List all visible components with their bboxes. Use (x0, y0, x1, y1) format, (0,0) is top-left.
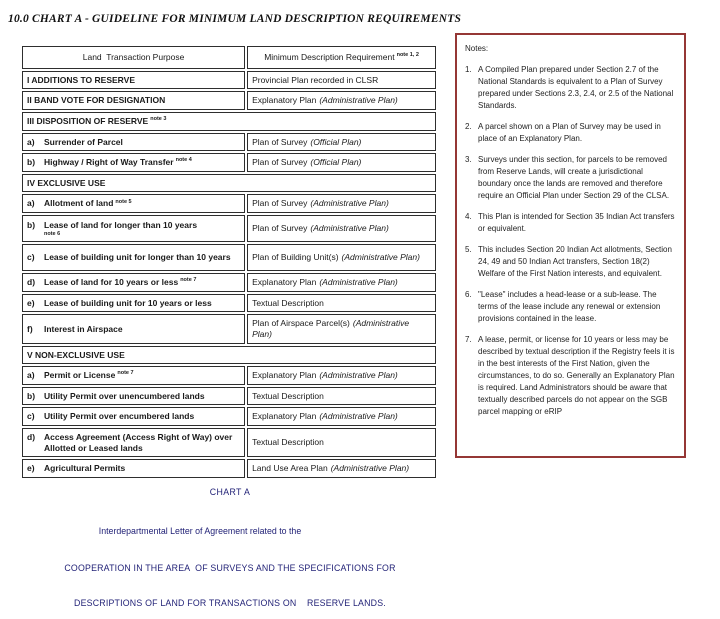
note-item-6 (465, 289, 675, 325)
requirement-cell (247, 387, 436, 406)
note-text: Surveys under this section, for parcels to be removed from Reserve Lands, will create a jurisdictional boundary once the lands are removed and therefore require an Official Plan under Section 29 of the CLSA. (478, 155, 670, 200)
purpose-text: Surrender of Parcel (44, 136, 123, 147)
table-section-row (22, 112, 436, 131)
purpose-label: Permit or License (44, 370, 116, 381)
row-letter: a) (27, 370, 35, 381)
table-row (22, 294, 436, 313)
purpose-text: Interest in Airspace (44, 323, 123, 334)
purpose-cell (22, 153, 245, 172)
note-text: "Lease" includes a head-lease or a sub-lease. The terms of the lease include any renewal or extension provisions contained in the lease. (478, 290, 661, 323)
note-item-7 (465, 334, 675, 418)
requirement-plan-type: (Administrative Plan) (319, 277, 398, 287)
purpose-cell (22, 387, 245, 406)
table-row (22, 71, 436, 90)
requirement-plan-type: (Administrative Plan) (319, 95, 398, 106)
note-text: A parcel shown on a Plan of Survey may be used in place of an Explanatory Plan. (478, 122, 661, 143)
row-letter: d) (27, 432, 36, 442)
purpose-cell: II BAND VOTE FOR DESIGNATION (22, 91, 245, 110)
requirement-text: Provincial Plan recorded in CLSR (252, 74, 379, 85)
row-letter: c) (27, 411, 35, 422)
requirement-text: Land Use Area Plan (252, 463, 328, 474)
column-header-requirement-label: Minimum Description Requirement (264, 52, 395, 62)
purpose-label: Lease of land for longer than 10 years (44, 219, 198, 230)
requirement-cell (247, 314, 436, 343)
row-letter: b) (27, 219, 36, 230)
purpose-text: Lease of building unit for 10 years or less (44, 297, 212, 308)
purpose-text: Access Agreement (Access Right of Way) over Allotted or Leased lands (44, 432, 233, 453)
requirement-text: Plan of Survey (252, 136, 308, 147)
purpose-label: Allotment of land (44, 198, 114, 209)
section-title: IV EXCLUSIVE USE (27, 177, 106, 188)
table-row (22, 407, 436, 426)
table-header-row (22, 46, 436, 69)
requirement-plan-type: (Official Plan) (310, 157, 362, 168)
table-row (22, 244, 436, 271)
purpose-cell (22, 244, 245, 271)
table-row (22, 366, 436, 385)
section-header-cell (22, 174, 436, 193)
requirement-text: Textual Description (252, 390, 324, 401)
table-row (22, 133, 436, 152)
note-text: This Plan is intended for Section 35 Indian Act transfers or equivalent. (478, 212, 675, 233)
table-section-row (22, 174, 436, 193)
column-header-requirement (247, 46, 436, 69)
requirement-text: Plan of Building Unit(s) (252, 252, 339, 263)
row-letter: a) (27, 136, 35, 147)
requirement-plan-type: (Administrative Plan) (310, 198, 389, 209)
note-text: A Compiled Plan prepared under Section 2.7 of the National Standards is equivalent to a Plan of Survey prepared under Sections 2.3, 2.4, or 2.5 of the National Standards. (478, 65, 674, 110)
requirement-cell (247, 215, 436, 242)
table-row (22, 153, 436, 172)
requirement-plan-type: (Administrative Plan) (319, 411, 398, 422)
purpose-cell (22, 194, 245, 213)
header-note-ref: note 1, 2 (396, 52, 419, 59)
section-header-cell (22, 346, 436, 365)
column-header-purpose: Land Transaction Purpose (22, 46, 245, 69)
row-letter: e) (27, 297, 35, 308)
requirement-text: Explanatory Plan (252, 277, 317, 287)
notes-title: Notes: (465, 44, 489, 53)
row-letter: e) (27, 463, 35, 474)
row-letter: b) (27, 157, 36, 168)
requirement-cell (247, 194, 436, 213)
requirement-text: Plan of Survey (252, 198, 308, 209)
row-note-ref: note 7 (180, 277, 197, 284)
row-note-ref: note 6 (44, 230, 61, 237)
purpose-text: Utility Permit over unencumbered lands (44, 390, 205, 401)
note-number: 4. (465, 212, 472, 221)
note-item-2 (465, 121, 675, 145)
table-section-row (22, 346, 436, 365)
purpose-cell (22, 273, 245, 292)
note-number: 5. (465, 245, 472, 254)
note-number: 2. (465, 122, 472, 131)
note-number: 6. (465, 290, 472, 299)
table-row (22, 215, 436, 242)
page-title: 10.0 CHART A - GUIDELINE FOR MINIMUM LAND DESCRIPTION REQUIREMENTS (8, 13, 462, 25)
requirement-cell (247, 407, 436, 426)
purpose-label: Lease of land for 10 years or less (44, 277, 179, 287)
requirement-cell (247, 91, 436, 110)
section-note-ref: note 3 (150, 116, 167, 123)
row-letter: b) (27, 390, 36, 401)
requirement-plan-type: (Administrative Plan) (319, 370, 398, 381)
section-title: III DISPOSITION OF RESERVE (27, 115, 149, 126)
note-item-4 (465, 211, 675, 235)
note-text: This includes Section 20 Indian Act allotments, Section 24, 49 and 50 Indian Act transfers, Section 18(2) Welfare of the First Nation interests, and equivalent. (478, 245, 672, 278)
note-text: A lease, permit, or license for 10 years or less may be described by textual description if the Registry feels it is in the best interests of the First Nation, given the circumstances, to do so. Generally an Explanatory Plan is required. Land Administrators should be aware that textually described parcels do not appear on the SGB parcel mapping or eRIP (478, 335, 675, 416)
purpose-text (44, 370, 239, 381)
section-title: V NON-EXCLUSIVE USE (27, 349, 125, 360)
requirement-cell (247, 273, 436, 292)
purpose-text (44, 157, 239, 168)
requirement-text: Explanatory Plan (252, 411, 317, 422)
note-number: 1. (465, 65, 472, 74)
purpose-cell (22, 215, 245, 242)
note-number: 7. (465, 335, 472, 344)
purpose-text: Agricultural Permits (44, 463, 126, 474)
row-note-ref: note 7 (117, 370, 134, 377)
row-letter: f) (27, 323, 33, 334)
table-row (22, 387, 436, 406)
note-item-5 (465, 244, 675, 280)
caption-body-line2: DESCRIPTIONS OF LAND FOR TRANSACTIONS ON RESERVE LANDS. (74, 598, 386, 609)
requirement-text: Textual Description (252, 437, 324, 448)
row-letter: c) (27, 252, 35, 263)
note-number: 3. (465, 155, 472, 164)
requirement-text: Explanatory Plan (252, 370, 317, 381)
requirement-cell (247, 366, 436, 385)
purpose-text (44, 198, 239, 209)
note-item-3 (465, 154, 675, 202)
requirement-text: Plan of Airspace Parcel(s) (252, 318, 350, 329)
purpose-cell (22, 294, 245, 313)
requirement-plan-type: (Official Plan) (310, 136, 362, 147)
purpose-label: Highway / Right of Way Transfer (44, 157, 174, 168)
caption-body-line1: COOPERATION IN THE AREA OF SURVEYS AND THE SPECIFICATIONS FOR (64, 563, 396, 574)
purpose-cell (22, 366, 245, 385)
requirement-cell (247, 244, 436, 271)
purpose-cell (22, 407, 245, 426)
purpose-text: Lease of building unit for longer than 10 years (44, 252, 231, 263)
requirement-text: Plan of Survey (252, 223, 308, 234)
note-item-1 (465, 64, 675, 112)
row-letter: a) (27, 198, 35, 209)
footer-caption (0, 466, 460, 619)
requirements-table (20, 44, 438, 480)
requirement-cell (247, 428, 436, 457)
requirement-plan-type: (Administrative Plan) (310, 223, 389, 234)
requirement-cell (247, 71, 436, 90)
row-note-ref: note 4 (175, 157, 192, 164)
requirement-cell (247, 133, 436, 152)
purpose-text (44, 220, 239, 237)
requirement-cell (247, 294, 436, 313)
purpose-text (44, 277, 239, 288)
purpose-cell (22, 428, 245, 457)
requirement-plan-type: (Administrative Plan) (341, 252, 420, 263)
purpose-cell (22, 314, 245, 343)
table-row (22, 91, 436, 110)
row-note-ref: note 5 (115, 198, 132, 205)
purpose-cell: I ADDITIONS TO RESERVE (22, 71, 245, 90)
notes-panel (455, 33, 686, 458)
purpose-cell (22, 133, 245, 152)
table-row (22, 314, 436, 343)
requirement-text: Textual Description (252, 297, 324, 308)
caption-chart-a: CHART A (209, 487, 251, 498)
table-row (22, 428, 436, 457)
table-row (22, 194, 436, 213)
row-letter: d) (27, 277, 36, 287)
requirement-cell (247, 153, 436, 172)
requirement-text: Explanatory Plan (252, 95, 317, 106)
requirement-plan-type: (Administrative Plan) (252, 318, 410, 339)
caption-subtitle: Interdepartmental Letter of Agreement related to the (98, 525, 302, 536)
requirements-table-container (20, 44, 438, 480)
section-header-cell (22, 112, 436, 131)
purpose-text: Utility Permit over encumbered lands (44, 411, 195, 422)
requirement-text: Plan of Survey (252, 157, 308, 168)
table-row (22, 273, 436, 292)
requirement-plan-type: (Administrative Plan) (330, 463, 410, 474)
